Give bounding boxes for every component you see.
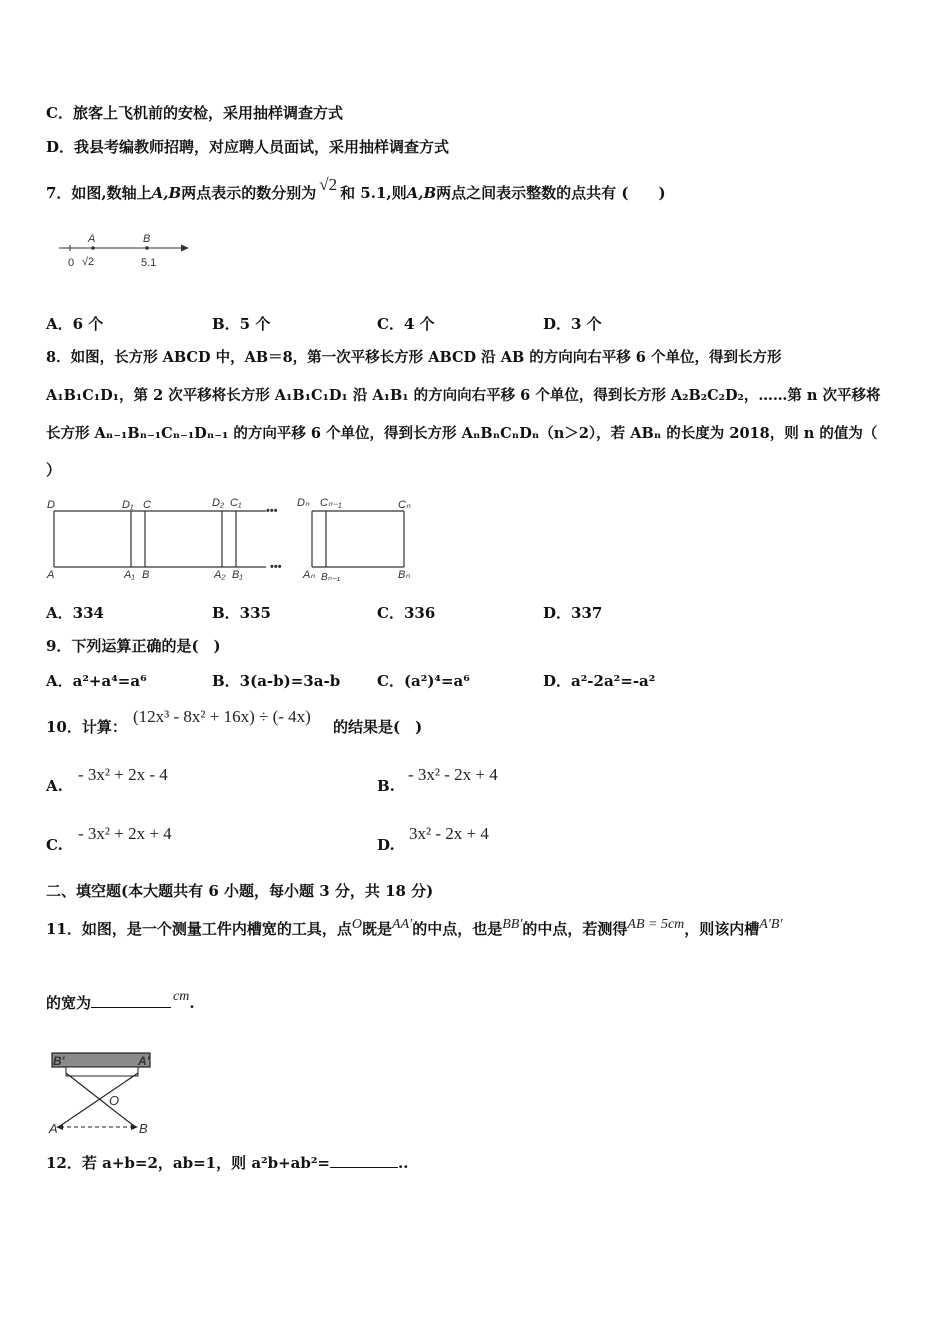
q8-option-b: B．335	[212, 604, 271, 622]
q11-line2: 的宽为 cm.	[46, 989, 195, 1012]
label-b1: B₁	[232, 569, 243, 581]
rectangles-translation-figure	[44, 492, 424, 584]
label-b: B	[142, 569, 150, 581]
q9-option-d: D．a²-2a²=-a²	[543, 672, 656, 690]
q11-answer-blank[interactable]	[91, 1007, 171, 1008]
q7-option-b: B．5 个	[212, 315, 271, 333]
q11-stem: 11．如图，是一个测量工件内槽宽的工具，点O既是AA′的中点，也是BB′的中点，若测得AB = 5cm，则该内槽A′B′	[46, 917, 783, 938]
q10-option-d-expr: 3x² - 2x + 4	[409, 824, 489, 843]
q9-option-c: C．(a²)⁴=a⁶	[377, 672, 470, 690]
label-d2: D₂	[212, 497, 225, 509]
label-cn-1: Cₙ₋₁	[320, 497, 342, 509]
q10-option-a-expr: - 3x² + 2x - 4	[78, 765, 168, 784]
q6-option-d: D．我县考编教师招聘，对应聘人员面试，采用抽样调查方式	[46, 138, 450, 156]
q8-stem-line2: A₁B₁C₁D₁，第 2 次平移将长方形 A₁B₁C₁D₁ 沿 A₁B₁ 的方向向右平移 6 个单位，得到长方形 A₂B₂C₂D₂，……第 n 次平移将	[46, 387, 881, 404]
q10-prefix: 10．计算：	[46, 718, 127, 736]
label-a: A	[49, 1121, 58, 1136]
q9-option-b: B．3(a-b)=3a-b	[212, 672, 341, 690]
sqrt2-expression: √2	[319, 175, 338, 194]
number-line-figure	[55, 228, 195, 272]
dots-bottom: •••	[270, 561, 282, 573]
label-cn: Cₙ	[398, 499, 411, 511]
section-2-heading: 二、填空题(本大题共有 6 小题，每小题 3 分，共 18 分)	[46, 882, 434, 900]
label-a: A	[47, 569, 55, 581]
label-bn-1: Bₙ₋₁	[321, 572, 341, 583]
label-an: Aₙ	[303, 569, 315, 581]
q9-stem: 9．下列运算正确的是( )	[46, 637, 221, 655]
label-a1: A₁	[124, 569, 135, 581]
q10-expression: (12x³ - 8x² + 16x) ÷ (- 4x)	[133, 707, 311, 726]
q10-option-c-label: C.	[46, 836, 63, 854]
q8-stem-line3: 长方形 Aₙ₋₁Bₙ₋₁Cₙ₋₁Dₙ₋₁ 的方向平移 6 个单位，得到长方形 AₙBₙCₙDₙ（n＞2），若 ABₙ 的长度为 2018，则 n 的值为（	[46, 425, 878, 442]
q8-stem-line1: 8．如图，长方形 ABCD 中，AB＝8，第一次平移长方形 ABCD 沿 AB 的方向向右平移 6 个单位，得到长方形	[46, 349, 782, 366]
q7-stem: 7．如图,数轴上A,B两点表示的数分别为 √2 和 5.1,则A,B两点之间表示整数的点共有 ( )	[46, 175, 666, 202]
label-c: C	[143, 499, 151, 511]
q10-option-a-label: A.	[46, 777, 63, 795]
zero-label: 0	[68, 257, 75, 269]
q6-option-c: C．旅客上飞机前的安检，采用抽样调查方式	[46, 104, 343, 122]
label-c1: C₁	[230, 497, 242, 509]
caliper-tool-figure	[46, 1047, 156, 1139]
point-a-label: A	[88, 233, 96, 245]
label-bn: Bₙ	[398, 569, 410, 581]
label-dn: Dₙ	[297, 497, 310, 509]
label-d1: D₁	[122, 499, 134, 511]
label-b: B	[139, 1121, 148, 1136]
q12-stem: 12．若 a+b=2，ab=1，则 a²b+ab²= ..	[46, 1154, 409, 1172]
value-5-1-label: 5.1	[141, 257, 157, 269]
label-o: O	[109, 1093, 120, 1108]
q10-suffix: 的结果是( )	[333, 718, 423, 736]
q10-option-d-label: D.	[377, 836, 395, 854]
arrow-right-icon	[181, 245, 189, 252]
sqrt2-label: √2	[82, 256, 95, 268]
q8-option-c: C．336	[377, 604, 436, 622]
q9-option-a: A．a²+a⁴=a⁶	[46, 672, 147, 690]
label-b-prime: B'	[53, 1054, 65, 1068]
q7-option-a: A．6 个	[46, 315, 104, 333]
point-b-label: B	[143, 233, 151, 245]
q7-option-c: C．4 个	[377, 315, 435, 333]
q12-answer-blank[interactable]	[330, 1167, 398, 1168]
label-a-prime: A'	[138, 1054, 150, 1068]
q8-option-d: D．337	[543, 604, 603, 622]
arrow-right-icon	[131, 1124, 138, 1130]
q8-stem-line4: ）	[46, 461, 62, 479]
q10-option-b-expr: - 3x² - 2x + 4	[408, 765, 498, 784]
dots-top: •••	[266, 505, 278, 517]
label-a2: A₂	[214, 569, 226, 581]
q10-option-c-expr: - 3x² + 2x + 4	[78, 824, 172, 843]
q7-option-d: D．3 个	[543, 315, 602, 333]
label-d: D	[47, 499, 55, 511]
q8-option-a: A．334	[46, 604, 104, 622]
q10-option-b-label: B.	[377, 777, 395, 795]
